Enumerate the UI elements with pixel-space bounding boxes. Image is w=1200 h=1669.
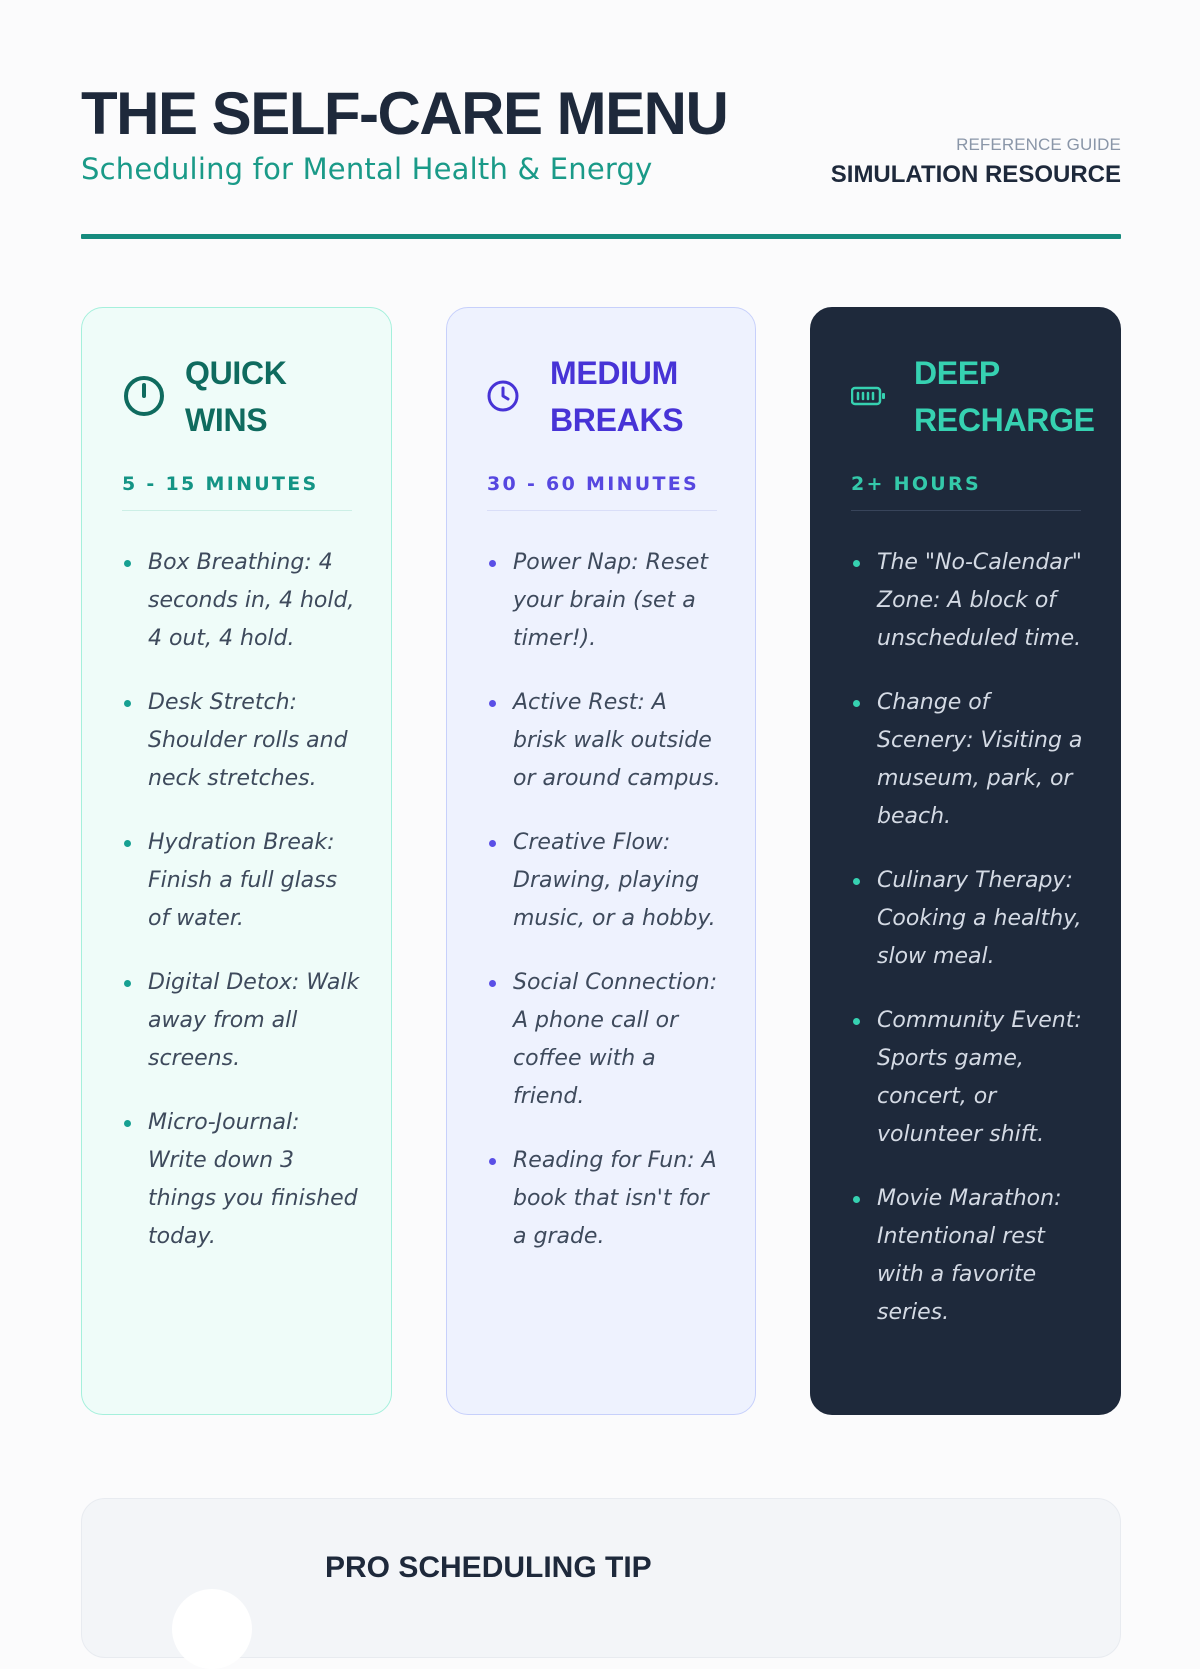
- battery-icon: [851, 374, 895, 418]
- list-item: [122, 824, 360, 938]
- reference-label: SIMULATION RESOURCE: [830, 161, 1121, 188]
- list-item: [122, 684, 360, 798]
- bullet-icon: [124, 1120, 131, 1127]
- bullet-icon: [853, 1018, 860, 1025]
- bullet-icon: [853, 878, 860, 885]
- activity-list: [851, 544, 1089, 1358]
- bullet-icon: [489, 840, 496, 847]
- item-text: Box Breathing: 4 seconds in, 4 hold, 4 out, 4 hold.: [148, 550, 355, 651]
- list-item: [851, 544, 1089, 658]
- item-text: Digital Detox: Walk away from all screens.: [148, 970, 360, 1071]
- bullet-icon: [489, 560, 496, 567]
- list-item: [851, 862, 1089, 976]
- page: [81, 0, 1121, 1600]
- pro-tip-card: [81, 1498, 1121, 1658]
- item-text: Active Rest: A brisk walk outside or around campus.: [513, 690, 721, 791]
- column-quick-wins: [81, 307, 392, 1415]
- item-text: Community Event: Sports game, concert, or volunteer shift.: [877, 1008, 1082, 1147]
- bullet-icon: [124, 700, 131, 707]
- activity-list: [122, 544, 360, 1282]
- bullet-icon: [124, 840, 131, 847]
- list-item: [851, 1002, 1089, 1154]
- item-text: Hydration Break: Finish a full glass of water.: [148, 830, 338, 931]
- column-title: DEEP RECHARGE: [914, 355, 1095, 438]
- tip-title: PRO SCHEDULING TIP: [325, 1551, 652, 1584]
- header: [81, 78, 1121, 238]
- page-title: THE SELF-CARE MENU: [81, 80, 728, 147]
- header-divider: [81, 234, 1121, 239]
- item-text: Change of Scenery: Visiting a museum, park, or beach.: [877, 690, 1083, 829]
- bullet-icon: [853, 700, 860, 707]
- list-item: [122, 544, 360, 658]
- column-header: [122, 350, 357, 450]
- list-item: [487, 824, 725, 938]
- bullet-icon: [489, 700, 496, 707]
- bullet-icon: [853, 560, 860, 567]
- column-header: [851, 350, 1095, 450]
- column-duration: 30 - 60 MINUTES: [487, 473, 700, 495]
- column-duration: 2+ HOURS: [851, 473, 981, 495]
- column-title: QUICK WINS: [185, 355, 287, 438]
- bullet-icon: [489, 1158, 496, 1165]
- column-divider: [122, 510, 352, 511]
- bullet-icon: [124, 560, 131, 567]
- column-medium-breaks: [446, 307, 756, 1415]
- item-text: Movie Marathon: Intentional rest with a favorite series.: [877, 1186, 1062, 1325]
- reference-eyebrow: REFERENCE GUIDE: [956, 135, 1121, 154]
- column-title: MEDIUM BREAKS: [550, 355, 684, 438]
- bullet-icon: [489, 980, 496, 987]
- tip-icon: [172, 1589, 252, 1669]
- list-item: [851, 1180, 1089, 1332]
- column-duration: 5 - 15 MINUTES: [122, 473, 319, 495]
- list-item: [487, 1142, 725, 1256]
- list-item: [487, 544, 725, 658]
- item-text: The "No-Calendar" Zone: A block of unscheduled time.: [877, 550, 1082, 651]
- list-item: [122, 964, 360, 1078]
- list-item: [487, 964, 725, 1116]
- activity-list: [487, 544, 725, 1282]
- list-item: [851, 684, 1089, 836]
- item-text: Micro-Journal: Write down 3 things you finished today.: [148, 1110, 358, 1249]
- bullet-icon: [853, 1196, 860, 1203]
- item-text: Creative Flow: Drawing, playing music, or a hobby.: [513, 830, 716, 931]
- item-text: Social Connection: A phone call or coffee with a friend.: [513, 970, 718, 1109]
- item-text: Culinary Therapy: Cooking a healthy, slow meal.: [877, 868, 1082, 969]
- column-divider: [487, 510, 717, 511]
- stopwatch-icon: [122, 374, 166, 418]
- item-text: Reading for Fun: A book that isn't for a grade.: [513, 1148, 717, 1249]
- list-item: [487, 684, 725, 798]
- item-text: Power Nap: Reset your brain (set a timer!).: [513, 550, 709, 651]
- column-deep-recharge: [810, 307, 1121, 1415]
- list-item: [122, 1104, 360, 1256]
- clock-icon: [487, 374, 531, 418]
- column-header: [487, 350, 722, 450]
- item-text: Desk Stretch: Shoulder rolls and neck stretches.: [148, 690, 348, 791]
- bullet-icon: [124, 980, 131, 987]
- page-subtitle: Scheduling for Mental Health & Energy: [81, 152, 653, 186]
- column-divider: [851, 510, 1081, 511]
